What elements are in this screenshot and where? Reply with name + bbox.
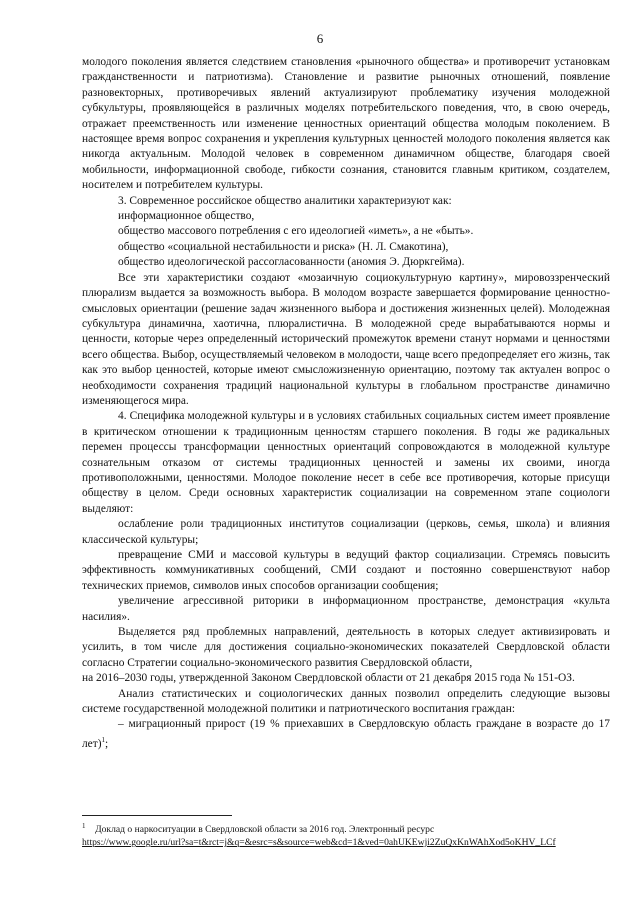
- paragraph-characteristics: Все эти характеристики создают «мозаичную социокультурную картину», мировоззренческий плюрализм выдается за возможность выбора. В молодом возрасте завершается формирование ценностно-смысловых ориентации (решение задач жизненного выбора и достижения жизненных целей). Молодежная субкультура динамична, хаотична, плюралистична. В молодежной среде вырабатываются нормы и ценности, которые через определенный исторический промежуток времени станут нормами и ценностями всего общества. Выбор, осуществляемый человеком в молодости, чаще всего предопределяет его жизнь, так как это выбор ценностей, которые имеют смысложизненную ориентацию, поэтому так актуален вопрос о необходимости сохранения традиций национальной культуры в глобальном пространстве динамично изменяющегося мира.: [82, 271, 610, 407]
- list-item: увеличение агрессивной риторики в информационном пространстве, демонстрация «культа насилия».: [82, 595, 610, 623]
- footnote-link[interactable]: https://www.google.ru/url?sa=t&rct=j&q=&esrc=s&source=web&cd=1&ved=0ahUKEwji2ZuQxKnWAhXod5oKHV_LCf: [82, 837, 556, 849]
- paragraph-analysis: Анализ статистических и социологических данных позволил определить следующие вызовы системе государственной молодежной политики и патриотического воспитания граждан:: [82, 687, 610, 716]
- paragraph-item-4: 4. Специфика молодежной культуры и в условиях стабильных социальных систем имеет проявление в критическом отношении к традиционным ценностям старшего поколения. В годы же радикальных перемен процессы трансформации ценностных ориентаций сопровождаются в молодежной культуре сознательным отказом от системы традиционных ценностей и замены их своими, иногда противоположными, ценностями. Молодое поколение несет в себе все противоречия, которые присущи обществу в целом. Среди основных характеристик социализации на современном этапе социологи выделяют:: [82, 410, 610, 515]
- body-text: [82, 55, 610, 752]
- page-number: 6: [316, 31, 324, 46]
- paragraph-directions: Выделяется ряд проблемных направлений, деятельность в которых следует активизировать и усилить, в том числе для достижения социально-экономических показателей Свердловской области согласно Стратегии социально-экономического развития Свердловской области,: [82, 626, 610, 669]
- migration-text: – миграционный прирост (19 % приехавших в Свердловскую область граждане в возрасте до 17 лет): [82, 718, 610, 750]
- list-item: общество идеологической рассогласованности (аномия Э. Дюркгейма).: [118, 256, 465, 269]
- list-item: общество «социальной нестабильности и риска» (Н. Л. Смакотина),: [118, 240, 449, 253]
- footnote: [82, 820, 610, 849]
- list-item: превращение СМИ и массовой культуры в ведущий фактор социализации. Стремясь повысить эффективность коммуникативных сообщений, СМИ создают и постоянно совершенствуют набор технических приемов, символов иных способов организации сообщения;: [82, 549, 610, 592]
- list-item-migration: [82, 717, 610, 752]
- migration-tail: ;: [105, 737, 109, 750]
- footnote-marker: 1: [82, 822, 86, 830]
- list-item: общество массового потребления с его идеологией «иметь», а не «быть».: [118, 225, 474, 238]
- paragraph-strategy: на 2016–2030 годы, утвержденной Законом Свердловской области от 21 декабря 2015 года № 151-ОЗ.: [82, 672, 575, 685]
- footnote-reference: 1: [101, 735, 106, 744]
- footnote-text-line: [82, 820, 610, 836]
- footnote-text: Доклад о наркоситуации в Свердловской области за 2016 год. Электронный ресурс: [95, 824, 435, 836]
- list-item: информационное общество,: [118, 210, 255, 223]
- footnote-divider: [82, 815, 232, 816]
- list-item: ослабление роли традиционных институтов социализации (церковь, семья, школа) и влияния классической культуры;: [82, 518, 610, 546]
- paragraph-item-3: 3. Современное российское общество аналитики характеризуют как:: [118, 194, 452, 207]
- paragraph-intro: молодого поколения является следствием становления «рыночного общества» и противоречит установкам гражданственности и патриотизма). Становление и развитие рыночных отношений, появление разновекторных, противоречивых явлений актуализируют проблематику изучения молодежной субкультуры, проявляющейся в различных моделях потребительского поведения, что, в свою очередь, отражает преемственность или изменение ценностных ориентаций общества молодым поколением. В настоящее время вопрос сохранения и укрепления культурных ценностей молодого поколения является как никогда актуальным. Молодой человек в современном динамичном обществе, благодаря своей мобильности, информационной свободе, гибкости сознания, становится главным критиком, создателем, носителем и потребителем культуры.: [82, 56, 610, 192]
